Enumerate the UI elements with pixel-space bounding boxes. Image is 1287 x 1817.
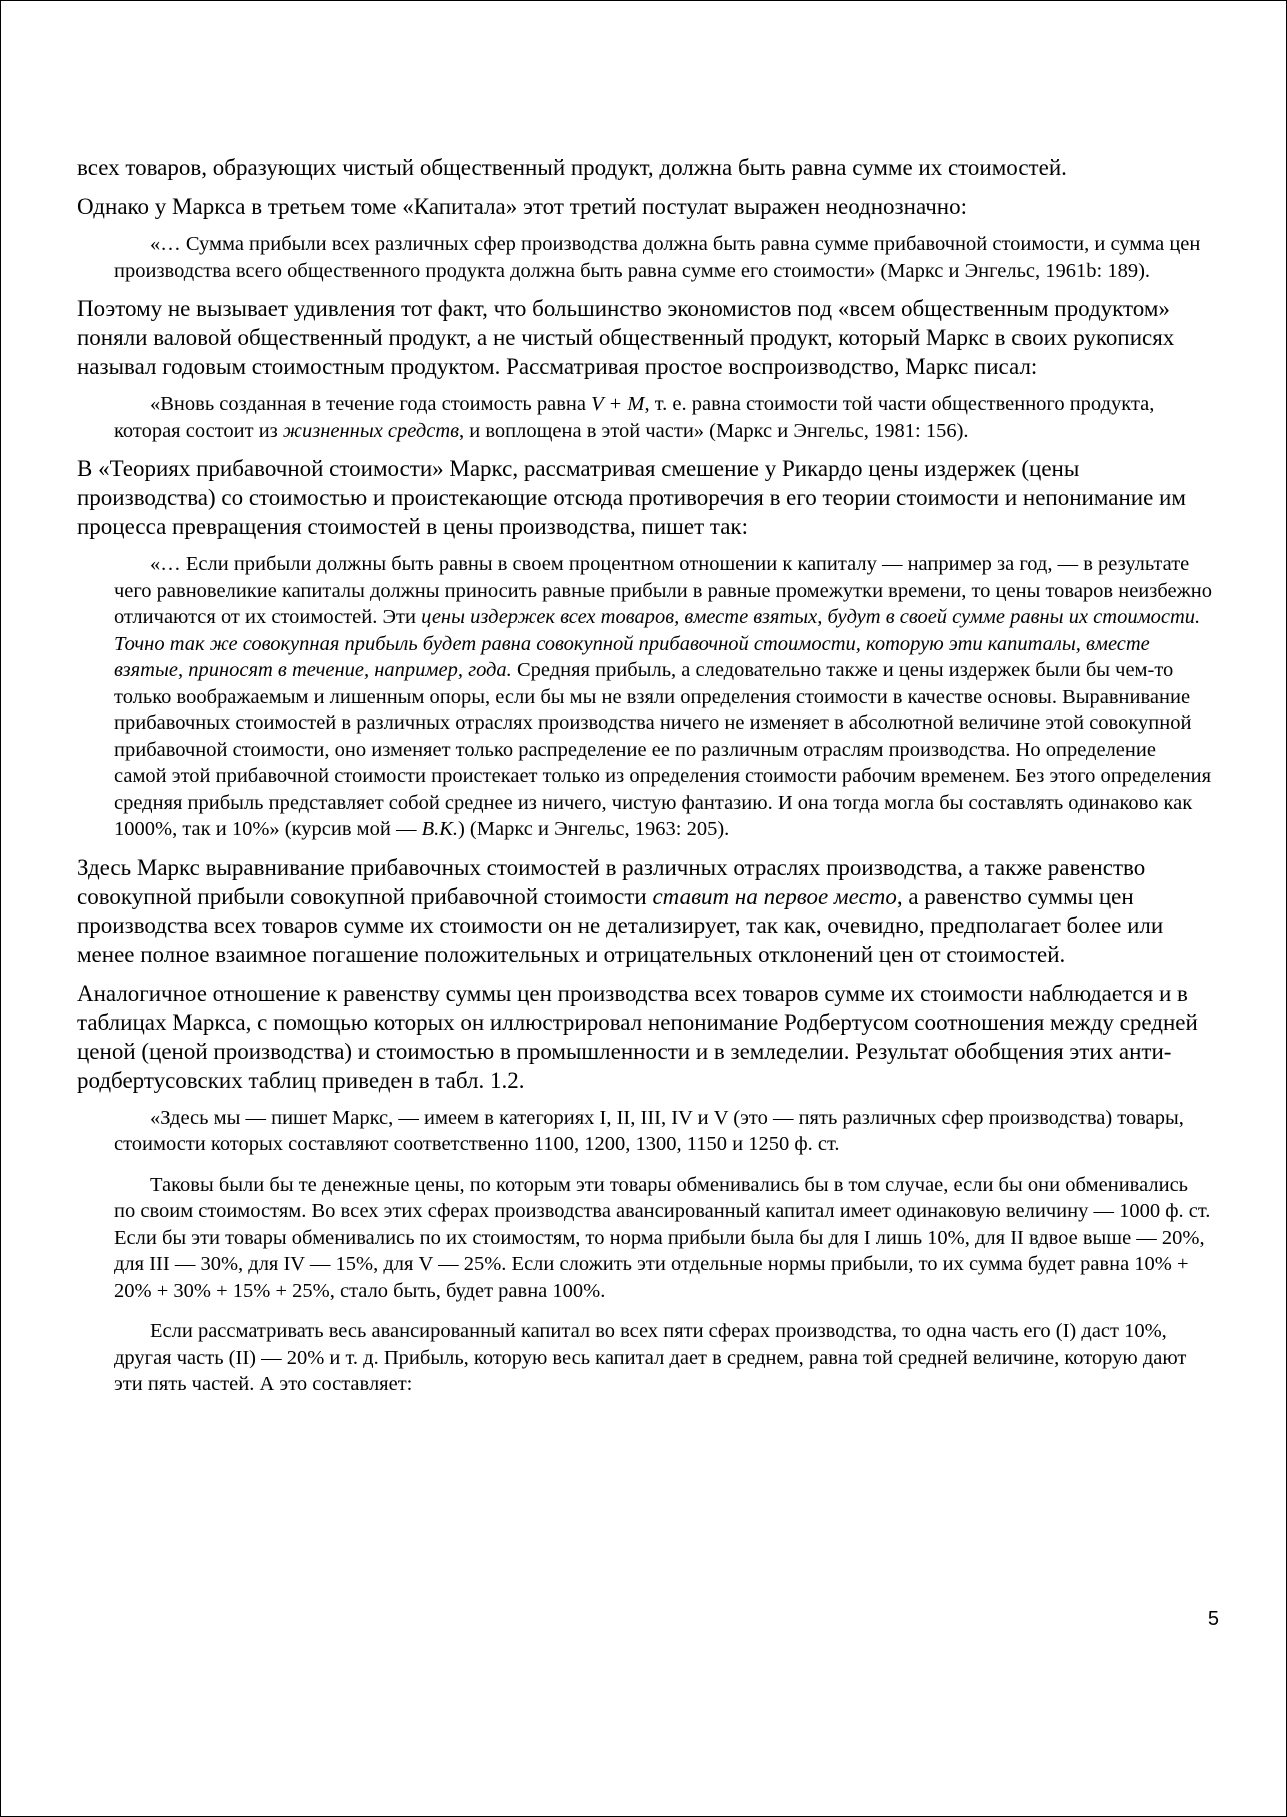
paragraph-6: Аналогичное отношение к равенству суммы цен производства всех товаров сумме их стоимости наблюдается и в таблицах Маркса, с помощью которых он иллюстрировал непонимание Родбертусом соотношения между средней ценой (ценой производства) и стоимостью в промышленности и в земледелии. Результат обобщения этих анти-родбертусовских таблиц приведен в табл. 1.2.: [77, 980, 1198, 1093]
paragraph-5-text-a: Здесь Маркс выравнивание прибавочных стоимостей в различных отраслях производства, а также равенство совокупной прибыли совокупной прибавочной стоимости: [77, 854, 1146, 909]
quote-6: Если рассматривать весь авансированный капитал во всех пяти сферах производства, то одна часть его (I) даст 10%, другая часть (II) — 20% и т. д. Прибыль, которую весь капитал дает в среднем, равна той средней величине, которую дают эти пять частей. А это составляет:: [114, 1320, 1187, 1395]
quote-2-italic-term: жизненных средств: [282, 419, 460, 442]
quote-3-author-initials: В.К.: [421, 818, 458, 840]
quote-3: [114, 551, 1212, 843]
page-body: [77, 153, 1212, 1408]
quote-5: Таковы были бы те денежные цены, по которым эти товары обменивались бы в том случае, если бы они обменивались по своим стоимостям. Во всех этих сферах производства авансированный капитал имеет одинаковую величину — 1000 ф. ст. Если бы эти товары обменивались по их стоимостям, то норма прибыли была бы для I лишь 10%, для II вдвое выше — 20%, для III — 30%, для IV — 15%, для V — 25%. Если сложить эти отдельные нормы прибыли, то их сумма будет равна 10% + 20% + 30% + 15% + 25%, стало быть, будет равна 100%.: [114, 1173, 1211, 1302]
paragraph-5: [77, 853, 1212, 969]
paragraph-4: В «Теориях прибавочной стоимости» Маркс, рассматривая смешение у Рикардо цены издержек (цены производства) со стоимостью и проистекающие отсюда противоречия в его теории стоимости и непонимание им процесса превращения стоимостей в цены производства, пишет так:: [77, 456, 1186, 539]
quote-4: «Здесь мы — пишет Маркс, — имеем в категориях I, II, III, IV и V (это — пять различных сфер производства) товары, стоимости которых составляют соответственно 1100, 1200, 1300, 1150 и 1250 ф. ст.: [114, 1106, 1184, 1155]
quote-2-formula: V + M: [591, 393, 645, 415]
quote-2-text-e: , и воплощена в этой части» (Маркс и Энгельс, 1981: 156).: [459, 419, 969, 442]
quote-3-text-c: Средняя прибыль, а следовательно также и цены издержек были бы чем-то только воображаемым и лишенным опоры, если бы мы не взяли определения стоимости в качестве основы. Выравнивание прибавочных стоимостей в различных отраслях производства ничего не изменяет в абсолютной величине этой совокупной прибавочной стоимости, оно изменяет только распределение ее по различным отраслям производства. Но определение самой этой прибавочной стоимости проистекает только из определения стоимости рабочим временем. Без этого определения средняя прибыль представляет собой среднее из ничего, чистую фантазию. И она тогда могла бы составлять одинаково как 1000%, так и 10%» (курсив мой —: [114, 659, 1212, 840]
paragraph-2: Однако у Маркса в третьем томе «Капитала» этот третий постулат выражен неоднозначно:: [77, 194, 967, 219]
quote-3-italic-emphasis: цены издержек всех товаров, вместе взятых, будут в своей сумме равны их стоимости. Точно так же совокупная прибыль будет равна совокупной прибавочной стоимости, которую эти капиталы, вместе взятые, приносят в течение, например, года.: [114, 606, 1201, 681]
page-number: 5: [1207, 1608, 1219, 1630]
quote-2-text-c: , т. е. равна стоимости той части общественного продукта, которая состоит из: [114, 393, 1155, 442]
quote-3-text-a: «… Если прибыли должны быть равны в своем процентном отношении к капиталу — например за год, — в результате чего равновеликие капиталы должны приносить равные прибыли в равные промежутки времени, то цены товаров неизбежно отличаются от их стоимостей. Эти: [114, 553, 1213, 628]
quote-3-text-e: ) (Маркс и Энгельс, 1963: 205).: [457, 818, 730, 840]
paragraph-5-text-c: , а равенство суммы цен производства всех товаров сумме их стоимости он не детализирует, так как, очевидно, предполагает более или менее полное взаимное погашение положительных и отрицательных отклонений цен от стоимостей.: [77, 883, 1164, 967]
paragraph-3: Поэтому не вызывает удивления тот факт, что большинство экономистов под «всем общественным продуктом» поняли валовой общественный продукт, а не чистый общественный продукт, который Маркс в своих рукописях называл годовым стоимостным продуктом. Рассматривая простое воспроизводство, Маркс писал:: [77, 296, 1175, 379]
paragraph-1: всех товаров, образующих чистый общественный продукт, должна быть равна сумме их стоимостей.: [77, 155, 1067, 180]
quote-2-text-a: «Вновь созданная в течение года стоимость равна: [150, 393, 592, 415]
paragraph-5-italic: ставит на первое место: [652, 883, 897, 909]
quote-1: «… Сумма прибыли всех различных сфер производства должна быть равна сумме прибавочной стоимости, и сумма цен производства всего общественного продукта должна быть равна сумме его стоимости» (Маркс и Энгельс, 1961b: 189).: [114, 233, 1201, 282]
quote-2: [114, 391, 1212, 444]
